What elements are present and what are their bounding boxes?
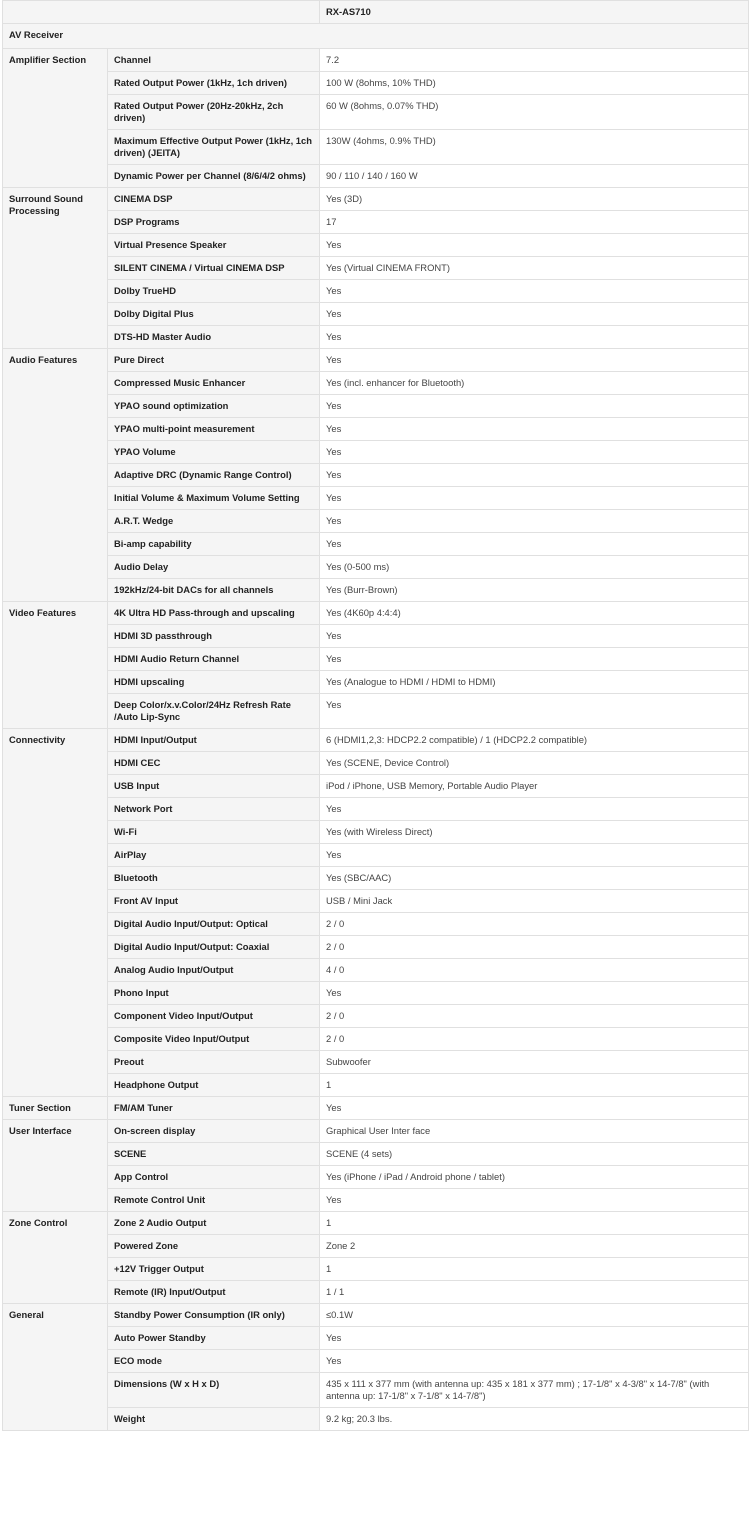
table-row [3,1304,749,1327]
feature-value: 2 / 0 [320,1028,749,1051]
feature-label: Composite Video Input/Output [108,1028,320,1051]
feature-value: 1 [320,1258,749,1281]
table-row [3,257,749,280]
feature-label: On-screen display [108,1120,320,1143]
feature-label: Deep Color/x.v.Color/24Hz Refresh Rate /Auto Lip-Sync [108,694,320,729]
table-row [3,579,749,602]
table-row [3,464,749,487]
table-row [3,648,749,671]
feature-value: 6 (HDMI1,2,3: HDCP2.2 compatible) / 1 (HDCP2.2 compatible) [320,729,749,752]
feature-label: CINEMA DSP [108,188,320,211]
feature-value: Yes [320,326,749,349]
table-row [3,694,749,729]
table-row [3,671,749,694]
feature-label: Digital Audio Input/Output: Optical [108,913,320,936]
feature-value: Yes [320,349,749,372]
table-row [3,1005,749,1028]
feature-label: Auto Power Standby [108,1327,320,1350]
table-row [3,49,749,72]
feature-label: Phono Input [108,982,320,1005]
feature-label: USB Input [108,775,320,798]
table-row [3,95,749,130]
feature-value: 9.2 kg; 20.3 lbs. [320,1408,749,1431]
feature-label: Dolby Digital Plus [108,303,320,326]
feature-label: HDMI CEC [108,752,320,775]
feature-label: HDMI 3D passthrough [108,625,320,648]
feature-label: Standby Power Consumption (IR only) [108,1304,320,1327]
feature-label: Dolby TrueHD [108,280,320,303]
feature-value: Yes (Virtual CINEMA FRONT) [320,257,749,280]
feature-value: 435 x 111 x 377 mm (with antenna up: 435 x 181 x 377 mm) ; 17-1/8" x 4-3/8" x 14-7/8" (with antenna up: 17-1/8" x 7-1/8" x 14-7/8") [320,1373,749,1408]
feature-label: DTS-HD Master Audio [108,326,320,349]
feature-value: 2 / 0 [320,913,749,936]
feature-value: Yes (SBC/AAC) [320,867,749,890]
table-row [3,211,749,234]
feature-value: Yes (Analogue to HDMI / HDMI to HDMI) [320,671,749,694]
feature-value: Yes (0-500 ms) [320,556,749,579]
section-title: AV Receiver [3,24,749,49]
category-label: Surround Sound Processing [3,188,108,349]
feature-value: Yes (SCENE, Device Control) [320,752,749,775]
feature-value: Yes [320,1189,749,1212]
feature-label: SCENE [108,1143,320,1166]
section-row [3,24,749,49]
category-label: General [3,1304,108,1431]
table-row [3,1028,749,1051]
feature-label: Remote Control Unit [108,1189,320,1212]
table-row [3,1235,749,1258]
feature-label: Compressed Music Enhancer [108,372,320,395]
table-row [3,234,749,257]
feature-label: 4K Ultra HD Pass-through and upscaling [108,602,320,625]
feature-label: Wi-Fi [108,821,320,844]
category-label: Tuner Section [3,1097,108,1120]
category-label: Connectivity [3,729,108,1097]
feature-label: Initial Volume & Maximum Volume Setting [108,487,320,510]
table-row [3,1281,749,1304]
table-row [3,372,749,395]
header-empty-cell [3,1,320,24]
table-row [3,441,749,464]
table-row [3,533,749,556]
feature-value: Yes [320,487,749,510]
feature-value: 130W (4ohms, 0.9% THD) [320,130,749,165]
table-row [3,1074,749,1097]
table-row [3,775,749,798]
feature-value: Yes [320,303,749,326]
table-row [3,280,749,303]
feature-value: Yes (iPhone / iPad / Android phone / tablet) [320,1166,749,1189]
feature-value: 1 / 1 [320,1281,749,1304]
feature-label: Network Port [108,798,320,821]
feature-label: Bluetooth [108,867,320,890]
table-row [3,936,749,959]
table-row [3,602,749,625]
feature-label: App Control [108,1166,320,1189]
table-row [3,1350,749,1373]
feature-value: Graphical User Inter face [320,1120,749,1143]
feature-value: 1 [320,1212,749,1235]
table-row [3,1166,749,1189]
table-row [3,890,749,913]
feature-value: 17 [320,211,749,234]
feature-value: iPod / iPhone, USB Memory, Portable Audio Player [320,775,749,798]
table-row [3,625,749,648]
feature-label: Front AV Input [108,890,320,913]
table-row [3,729,749,752]
feature-value: Yes [320,982,749,1005]
category-label: Audio Features [3,349,108,602]
feature-value: Yes [320,395,749,418]
feature-value: Yes [320,844,749,867]
feature-label: Bi-amp capability [108,533,320,556]
feature-value: Yes [320,533,749,556]
feature-label: YPAO multi-point measurement [108,418,320,441]
feature-value: Yes [320,648,749,671]
feature-label: Adaptive DRC (Dynamic Range Control) [108,464,320,487]
feature-label: SILENT CINEMA / Virtual CINEMA DSP [108,257,320,280]
feature-label: HDMI upscaling [108,671,320,694]
feature-label: Pure Direct [108,349,320,372]
feature-label: Preout [108,1051,320,1074]
table-row [3,326,749,349]
feature-label: A.R.T. Wedge [108,510,320,533]
feature-label: Rated Output Power (20Hz-20kHz, 2ch driven) [108,95,320,130]
table-row [3,487,749,510]
feature-label: Headphone Output [108,1074,320,1097]
table-row [3,913,749,936]
feature-label: HDMI Audio Return Channel [108,648,320,671]
table-row [3,165,749,188]
feature-value: 100 W (8ohms, 10% THD) [320,72,749,95]
feature-value: Yes [320,1097,749,1120]
feature-value: Subwoofer [320,1051,749,1074]
feature-label: Rated Output Power (1kHz, 1ch driven) [108,72,320,95]
feature-value: Yes (with Wireless Direct) [320,821,749,844]
feature-value: Yes [320,280,749,303]
feature-value: Yes [320,234,749,257]
feature-value: 90 / 110 / 140 / 160 W [320,165,749,188]
feature-value: Yes [320,1327,749,1350]
feature-label: +12V Trigger Output [108,1258,320,1281]
feature-label: Weight [108,1408,320,1431]
feature-value: Yes [320,798,749,821]
feature-label: Zone 2 Audio Output [108,1212,320,1235]
category-label: User Interface [3,1120,108,1212]
feature-value: 1 [320,1074,749,1097]
feature-value: Zone 2 [320,1235,749,1258]
table-row [3,798,749,821]
table-row [3,1097,749,1120]
table-row [3,72,749,95]
feature-label: HDMI Input/Output [108,729,320,752]
feature-value: SCENE (4 sets) [320,1143,749,1166]
feature-label: YPAO Volume [108,441,320,464]
table-row [3,510,749,533]
feature-value: ≤0.1W [320,1304,749,1327]
feature-value: Yes [320,464,749,487]
feature-label: Component Video Input/Output [108,1005,320,1028]
feature-value: Yes [320,418,749,441]
feature-value: 60 W (8ohms, 0.07% THD) [320,95,749,130]
feature-label: 192kHz/24-bit DACs for all channels [108,579,320,602]
table-row [3,752,749,775]
feature-label: Maximum Effective Output Power (1kHz, 1ch driven) (JEITA) [108,130,320,165]
table-row [3,1327,749,1350]
table-row [3,821,749,844]
feature-label: AirPlay [108,844,320,867]
category-label: Zone Control [3,1212,108,1304]
feature-label: ECO mode [108,1350,320,1373]
feature-label: FM/AM Tuner [108,1097,320,1120]
table-row [3,418,749,441]
feature-value: 4 / 0 [320,959,749,982]
table-row [3,188,749,211]
feature-value: Yes [320,694,749,729]
feature-value: Yes [320,510,749,533]
feature-label: Remote (IR) Input/Output [108,1281,320,1304]
spec-table-body [3,1,749,1431]
feature-value: Yes (incl. enhancer for Bluetooth) [320,372,749,395]
feature-value: Yes (Burr-Brown) [320,579,749,602]
feature-label: Audio Delay [108,556,320,579]
feature-label: Digital Audio Input/Output: Coaxial [108,936,320,959]
feature-value: Yes [320,441,749,464]
feature-label: Dynamic Power per Channel (8/6/4/2 ohms) [108,165,320,188]
feature-value: Yes (4K60p 4:4:4) [320,602,749,625]
feature-label: Channel [108,49,320,72]
feature-label: Dimensions (W x H x D) [108,1373,320,1408]
feature-value: 2 / 0 [320,936,749,959]
table-row [3,1408,749,1431]
table-row [3,349,749,372]
table-row [3,1189,749,1212]
category-label: Video Features [3,602,108,729]
model-name: RX-AS710 [320,1,749,24]
feature-value: 7.2 [320,49,749,72]
feature-value: Yes [320,1350,749,1373]
feature-value: Yes [320,625,749,648]
table-row [3,844,749,867]
table-row [3,556,749,579]
table-row [3,1120,749,1143]
feature-label: Powered Zone [108,1235,320,1258]
table-row [3,982,749,1005]
table-row [3,303,749,326]
table-row [3,1212,749,1235]
feature-label: Virtual Presence Speaker [108,234,320,257]
feature-value: USB / Mini Jack [320,890,749,913]
table-row [3,1373,749,1408]
feature-label: Analog Audio Input/Output [108,959,320,982]
spec-table [2,0,749,1431]
table-row [3,1051,749,1074]
feature-label: YPAO sound optimization [108,395,320,418]
feature-value: Yes (3D) [320,188,749,211]
table-row [3,959,749,982]
category-label: Amplifier Section [3,49,108,188]
table-row [3,1258,749,1281]
table-row [3,130,749,165]
feature-value: 2 / 0 [320,1005,749,1028]
table-row [3,1143,749,1166]
header-row [3,1,749,24]
feature-label: DSP Programs [108,211,320,234]
table-row [3,867,749,890]
table-row [3,395,749,418]
